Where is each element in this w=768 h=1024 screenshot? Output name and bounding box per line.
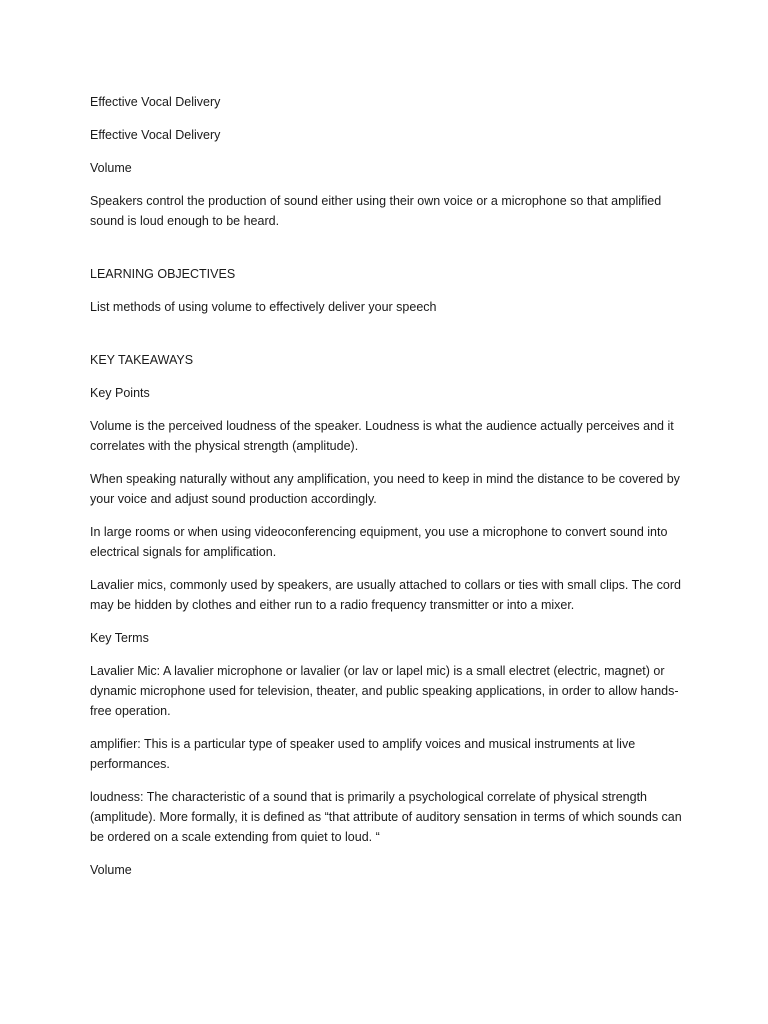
key-point-item: When speaking naturally without any amplification, you need to keep in mind the distance to be covered by your voice and adjust sound production accordingly. xyxy=(90,472,680,506)
spacer xyxy=(90,244,690,264)
key-point-item: In large rooms or when using videoconferencing equipment, you use a microphone to convert sound into electrical signals for amplification. xyxy=(90,525,668,559)
document-title: Effective Vocal Delivery xyxy=(90,95,221,109)
section-heading-volume: Volume xyxy=(90,161,132,175)
document-subtitle: Effective Vocal Delivery xyxy=(90,128,221,142)
key-takeaways-heading: KEY TAKEAWAYS xyxy=(90,353,194,367)
spacer xyxy=(90,330,690,350)
key-term-item: loudness: The characteristic of a sound that is primarily a psychological correlate of physical strength (amplitude). More formally, it is defined as “that attribute of auditory sensation in terms of which sounds can be ordered on a scale extending from quiet to loud. “ xyxy=(90,790,682,844)
key-terms-heading: Key Terms xyxy=(90,631,149,645)
document-page xyxy=(90,92,690,893)
key-term-item: amplifier: This is a particular type of speaker used to amplify voices and musical instruments at live performances. xyxy=(90,737,636,771)
section-heading-volume-repeat: Volume xyxy=(90,863,132,877)
key-points-heading: Key Points xyxy=(90,386,150,400)
learning-objective-item: List methods of using volume to effectively deliver your speech xyxy=(90,300,437,314)
key-point-item: Lavalier mics, commonly used by speakers, are usually attached to collars or ties with small clips. The cord may be hidden by clothes and either run to a radio frequency transmitter or into a mixer. xyxy=(90,578,681,612)
key-term-item: Lavalier Mic: A lavalier microphone or lavalier (or lav or lapel mic) is a small electret (electric, magnet) or dynamic microphone used for television, theater, and public speaking applications, in order to allow hands-free operation. xyxy=(90,664,679,718)
learning-objectives-heading: LEARNING OBJECTIVES xyxy=(90,267,236,281)
key-point-item: Volume is the perceived loudness of the speaker. Loudness is what the audience actually perceives and it correlates with the physical strength (amplitude). xyxy=(90,419,674,453)
intro-paragraph: Speakers control the production of sound either using their own voice or a microphone so that amplified sound is loud enough to be heard. xyxy=(90,194,662,228)
